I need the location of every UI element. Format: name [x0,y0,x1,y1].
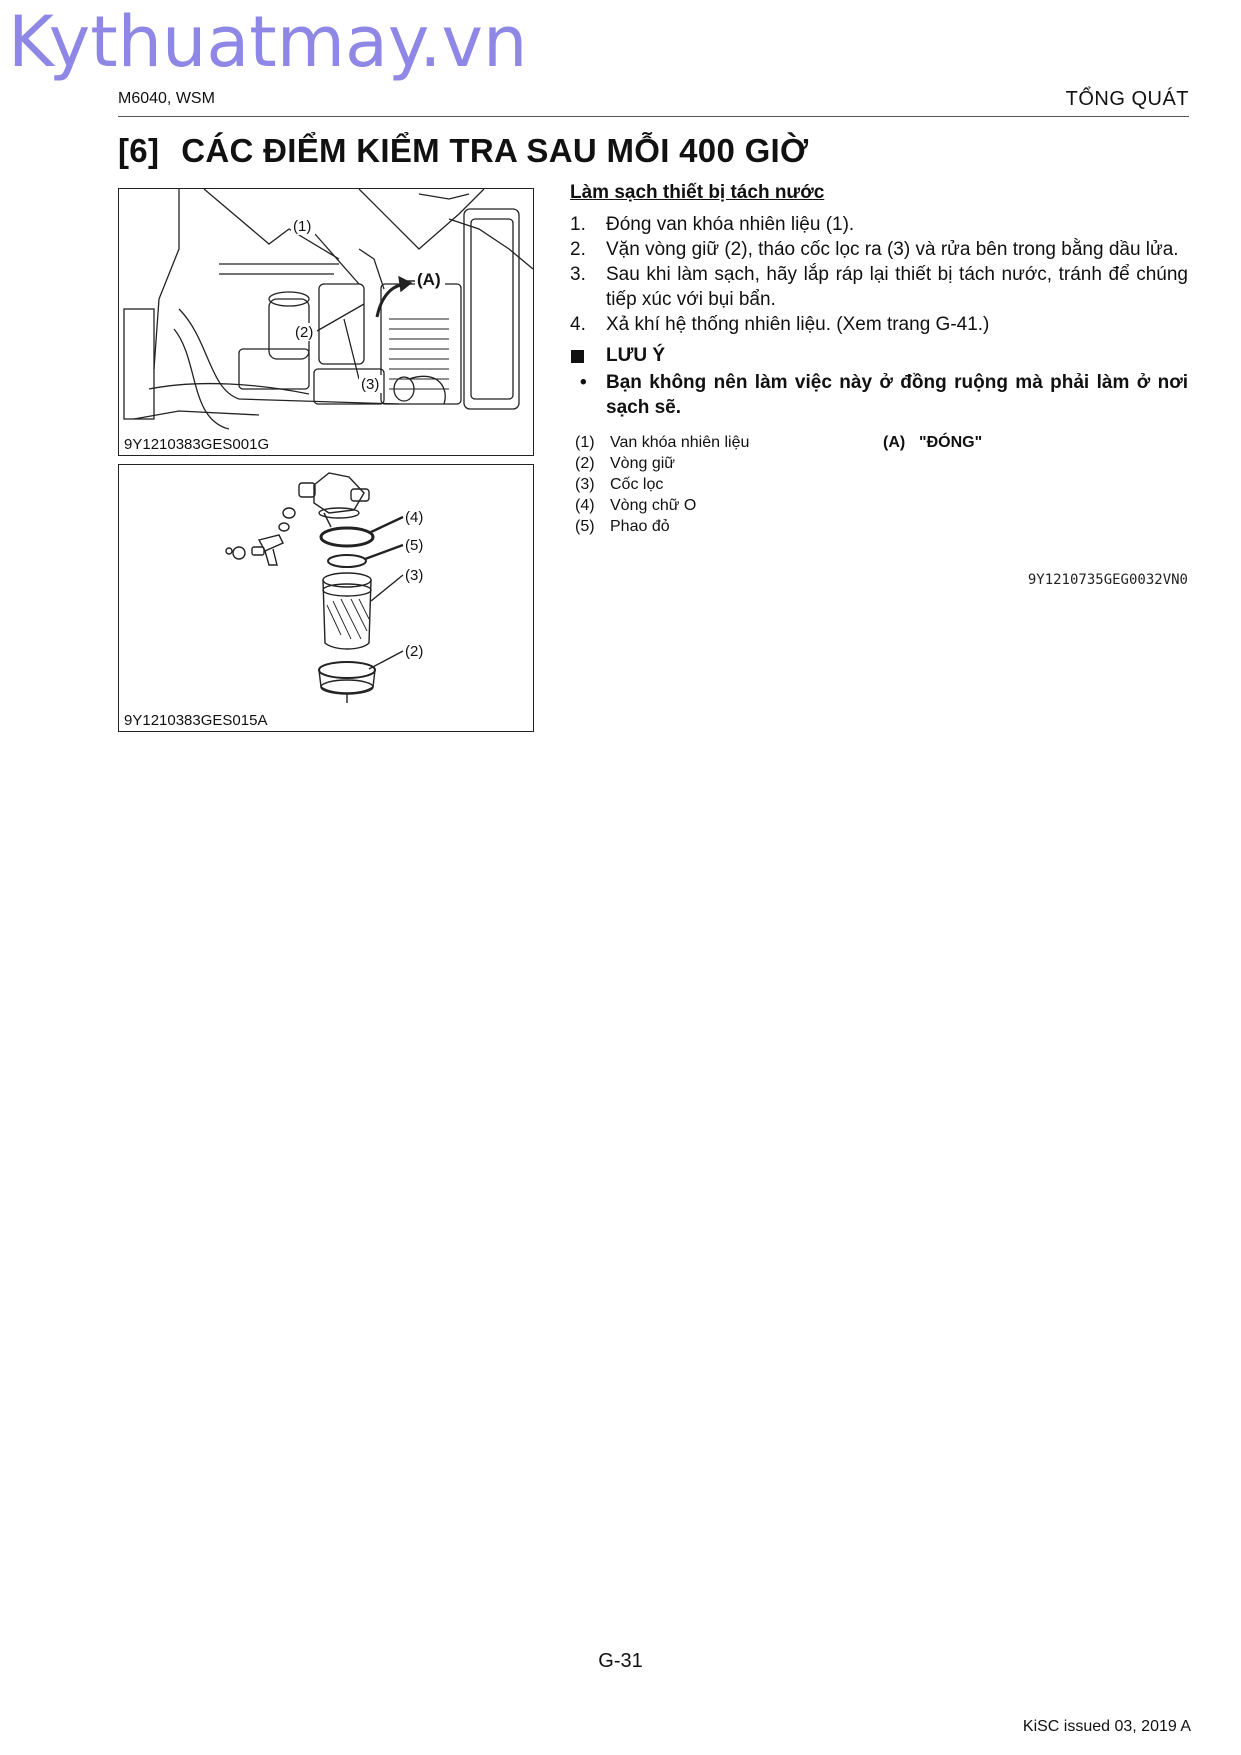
engine-illustration [119,189,533,455]
header-chapter: TỔNG QUÁT [1065,88,1189,110]
callout-3: (3) [361,376,380,393]
callout-1: (1) [293,218,312,235]
figure-code: 9Y1210383GES015A [124,712,270,729]
header-model: M6040, WSM [118,90,215,107]
page-number: G-31 [598,1650,643,1672]
note-heading: LƯU Ý [570,345,1188,367]
legend-item: (3) Cốc lọc [575,476,664,493]
figure-code: 9Y1210383GES001G [124,436,272,453]
bullet-icon: • [580,372,587,393]
step-item: 3. Sau khi làm sạch, hãy lắp ráp lại thiết bị tách nước, tránh để chúng tiếp xúc với bụi bẩn. [570,264,1188,310]
figure-exploded-view [118,464,534,732]
callout-4: (4) [405,509,424,526]
watermark: Kythuatmay.vn [8,1,528,83]
procedure-title: Làm sạch thiết bị tách nước [570,182,825,203]
step-list [570,212,1188,337]
figure-legend [570,432,1188,537]
instructions [570,182,1188,537]
page-title [118,132,808,170]
legend-item: (4) Vòng chữ O [575,497,697,514]
legend-item: (1) Van khóa nhiên liệu [575,434,750,451]
issued-note: KiSC issued 03, 2019 A [1022,1718,1191,1735]
square-bullet-icon [571,350,584,363]
step-item: 4. Xả khí hệ thống nhiên liệu. (Xem trang G-41.) [570,314,990,335]
figure-engine-view [118,188,534,456]
legend-item-a: (A) "ĐÓNG" [883,434,983,451]
document-code: 9Y1210735GEG0032VN0 [1027,572,1188,588]
callout-3b: (3) [405,567,424,584]
section-title: CÁC ĐIỂM KIỂM TRA SAU MỖI 400 GIỜ [181,132,809,169]
legend-item: (5) Phao đỏ [575,518,670,535]
section-number: [6] [118,132,160,169]
callout-5: (5) [405,537,424,554]
separator-exploded-illustration [119,465,533,731]
callout-a: (A) [417,270,441,289]
step-item: 1. Đóng van khóa nhiên liệu (1). [570,214,855,235]
callout-2: (2) [295,324,314,341]
legend-item: (2) Vòng giữ [575,455,675,472]
callout-2b: (2) [405,643,424,660]
note-body: • Bạn không nên làm việc này ở đồng ruộng mà phải làm ở nơi sạch sẽ. [570,370,1188,420]
step-item: 2. Vặn vòng giữ (2), tháo cốc lọc ra (3) và rửa bên trong bằng dầu lửa. [570,239,1179,260]
header-rule [118,116,1189,117]
